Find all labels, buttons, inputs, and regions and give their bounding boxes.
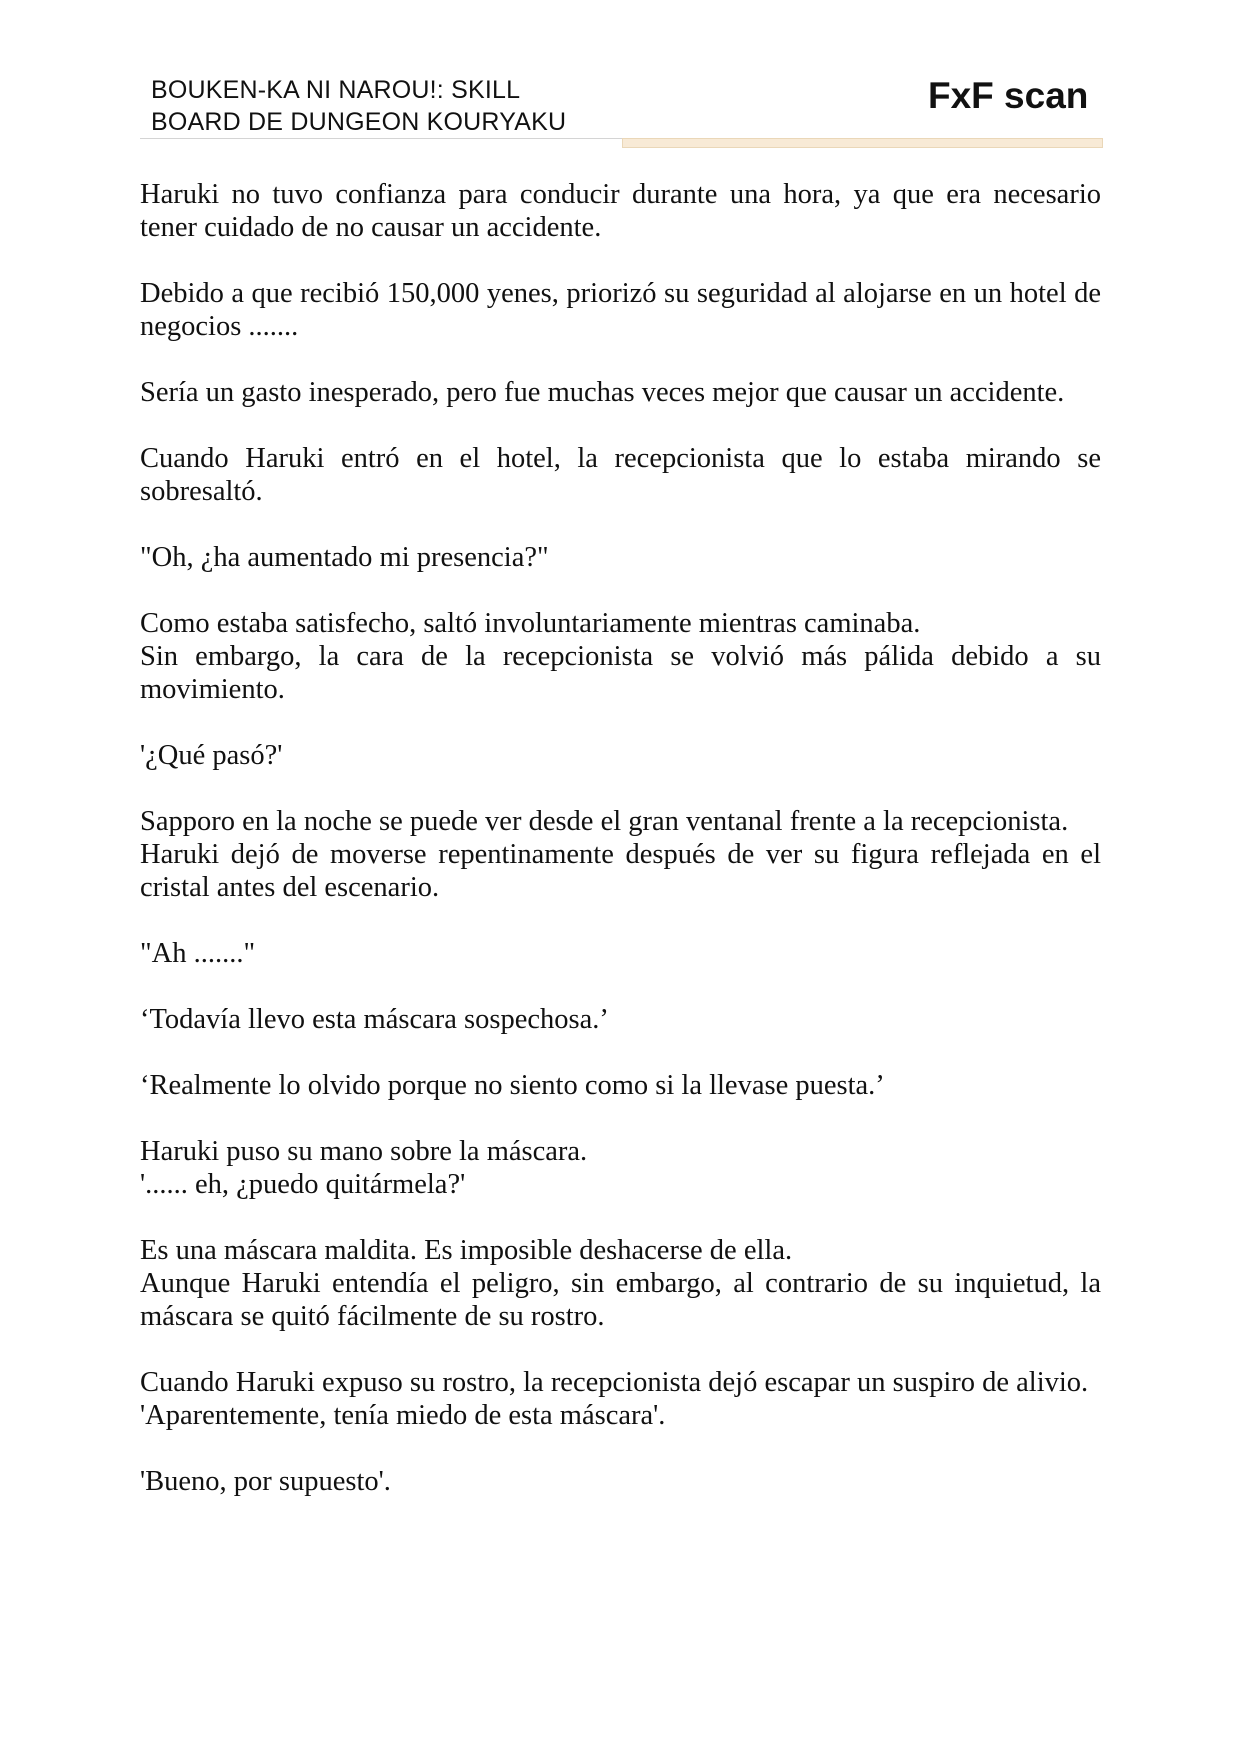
- header-title-line-1: BOUKEN-KA NI NAROU!: SKILL: [151, 76, 521, 104]
- paragraph: [140, 376, 1101, 409]
- paragraph-line: Cuando Haruki entró en el hotel, la recepcionista que lo estaba mirando se sobresaltó.: [140, 443, 1101, 507]
- paragraph-line: Como estaba satisfecho, saltó involuntariamente mientras caminaba.: [140, 608, 921, 639]
- paragraph-line: ‘Todavía llevo esta máscara sospechosa.’: [140, 1004, 609, 1035]
- paragraph: [140, 1003, 1101, 1036]
- paragraph-line: "Ah .......": [140, 938, 256, 969]
- header-title: [151, 74, 671, 138]
- header-accent-bar: [622, 138, 1103, 148]
- paragraph-line: Sin embargo, la cara de la recepcionista se volvió más pálida debido a su movimiento.: [140, 641, 1101, 705]
- paragraph: [140, 739, 1101, 772]
- paragraph-line: "Oh, ¿ha aumentado mi presencia?": [140, 542, 549, 573]
- paragraph: [140, 1135, 1101, 1201]
- paragraph: [140, 1366, 1101, 1432]
- paragraph: [140, 442, 1101, 508]
- header-divider-line: [140, 138, 622, 139]
- paragraph: [140, 1069, 1101, 1102]
- paragraph: [140, 541, 1101, 574]
- paragraph: [140, 277, 1101, 343]
- paragraph-line: Aunque Haruki entendía el peligro, sin embargo, al contrario de su inquietud, la máscara se quitó fácilmente de su rostro.: [140, 1268, 1101, 1332]
- paragraph-line: Haruki no tuvo confianza para conducir durante una hora, ya que era necesario tener cuidado de no causar un accidente.: [140, 179, 1101, 243]
- paragraph-line: Debido a que recibió 150,000 yenes, priorizó su seguridad al alojarse en un hotel de negocios .......: [140, 278, 1101, 342]
- paragraph-line: Haruki dejó de moverse repentinamente después de ver su figura reflejada en el cristal antes del escenario.: [140, 839, 1101, 903]
- paragraph-line: Cuando Haruki expuso su rostro, la recepcionista dejó escapar un suspiro de alivio.: [140, 1367, 1089, 1398]
- paragraph-line: ‘Realmente lo olvido porque no siento como si la llevase puesta.’: [140, 1070, 885, 1101]
- paragraph-line: Sería un gasto inesperado, pero fue muchas veces mejor que causar un accidente.: [140, 377, 1065, 408]
- paragraph-line: '...... eh, ¿puedo quitármela?': [140, 1169, 466, 1200]
- document-body: [140, 178, 1101, 1531]
- paragraph: [140, 1234, 1101, 1333]
- paragraph: [140, 805, 1101, 904]
- paragraph-line: Es una máscara maldita. Es imposible deshacerse de ella.: [140, 1235, 793, 1266]
- paragraph-line: Haruki puso su mano sobre la máscara.: [140, 1136, 588, 1167]
- paragraph: [140, 607, 1101, 706]
- paragraph-line: Sapporo en la noche se puede ver desde el gran ventanal frente a la recepcionista.: [140, 806, 1069, 837]
- header-title-line-2: BOARD DE DUNGEON KOURYAKU: [151, 108, 567, 136]
- paragraph: [140, 178, 1101, 244]
- scanlation-brand: FxF scan: [928, 75, 1089, 116]
- paragraph: [140, 937, 1101, 970]
- paragraph-line: 'Bueno, por supuesto'.: [140, 1466, 391, 1497]
- paragraph-line: '¿Qué pasó?': [140, 740, 283, 771]
- paragraph: [140, 1465, 1101, 1498]
- paragraph-line: 'Aparentemente, tenía miedo de esta máscara'.: [140, 1400, 666, 1431]
